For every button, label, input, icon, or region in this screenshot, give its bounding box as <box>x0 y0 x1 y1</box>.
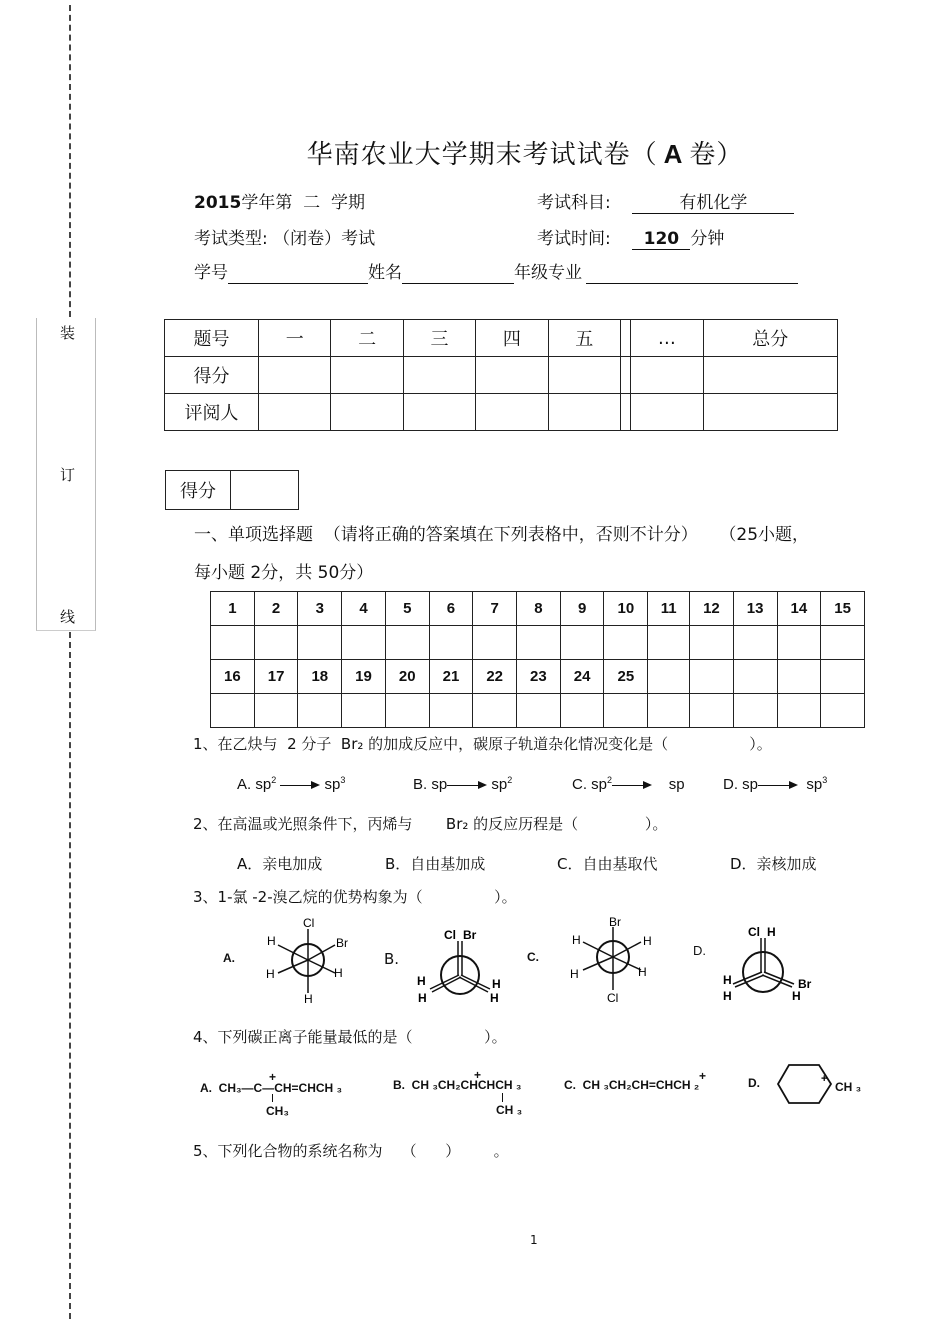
q3-label-a: A. <box>223 951 235 965</box>
score-row-score: 得分 <box>165 357 838 394</box>
arrow-icon <box>280 781 320 789</box>
q4-option-a-plus: + <box>269 1070 277 1084</box>
q3-label-d: D. <box>693 943 706 958</box>
section1-heading: 一、单项选择题 （请将正确的答案填在下列表格中，否则不计分） （25小题， <box>194 525 810 545</box>
page-title: 华南农业大学期末考试试卷（ A 卷） <box>306 139 744 170</box>
q1-option-b: B. sp $sp^2$ <box>413 775 513 793</box>
question-1: 1、在乙炔与 2 分子 Br₂ 的加成反应中，碳原子轨道杂化情况变化是（ ）。 <box>193 735 772 753</box>
svg-text:Br: Br <box>798 977 812 991</box>
svg-text:H: H <box>266 967 275 981</box>
cyclohexane-ring <box>775 1062 835 1107</box>
q3-label-b: B. <box>384 950 400 968</box>
svg-text:H: H <box>638 965 647 979</box>
score-table <box>164 319 838 431</box>
q4-option-b: B. CH ₃CH₂CHCHCH ₃ <box>393 1078 522 1092</box>
score-header-row: 题号 一 二 三 四 五 … 总分 <box>165 320 838 357</box>
svg-text:H: H <box>572 933 581 947</box>
q1-option-d: D. sp $sp^3$ <box>723 775 828 793</box>
year-term: 2015学年第 二 学期 <box>194 193 365 213</box>
q1-option-c: C. $sp^2$ sp <box>572 775 685 793</box>
q4-option-d: D. <box>748 1076 760 1090</box>
q4-option-d-methyl: CH ₃ <box>835 1080 862 1094</box>
question-5: 5、下列化合物的系统名称为 （ ） 。 <box>193 1142 509 1160</box>
q2-option-c: C．自由基取代 <box>557 855 658 873</box>
answer-header-row-1: 1 2 3 4 5 6 7 8 9 10 11 12 13 14 15 <box>211 592 865 626</box>
svg-text:+: + <box>821 1073 828 1085</box>
svg-text:H: H <box>304 992 313 1005</box>
svg-text:H: H <box>492 977 501 991</box>
q2-option-a: A．亲电加成 <box>237 855 323 873</box>
svg-text:H: H <box>643 934 652 948</box>
svg-text:H: H <box>334 966 343 980</box>
exam-type: 考试类型: （闭卷）考试 <box>194 229 376 249</box>
q2-option-b: B．自由基加成 <box>385 855 486 873</box>
name-field[interactable] <box>402 263 514 284</box>
q2-option-d: D．亲核加成 <box>730 855 817 873</box>
q4-option-c: C. CH ₃CH₂CH=CHCH ₂ <box>564 1078 700 1092</box>
binding-line-bottom <box>69 632 71 1319</box>
svg-text:Cl: Cl <box>303 916 315 930</box>
student-info: 学号 姓名 年级专业 <box>194 258 798 284</box>
svg-text:H: H <box>723 973 732 987</box>
svg-text:Br: Br <box>463 928 477 942</box>
svg-text:H: H <box>267 934 276 948</box>
binding-char-zhuang: 装 <box>60 324 76 342</box>
svg-text:H: H <box>490 991 499 1005</box>
q4-option-b-branch <box>502 1093 504 1102</box>
q4-option-a-branch <box>272 1094 274 1102</box>
newman-projection-b <box>412 925 507 1010</box>
svg-text:H: H <box>418 991 427 1005</box>
answer-row-1 <box>211 626 865 660</box>
svg-text:Cl: Cl <box>444 928 456 942</box>
q1-option-a: A. $sp^2$ $sp^3$ <box>237 775 346 793</box>
section1-heading-2: 每小题 2分，共 50分） <box>194 563 374 583</box>
arrow-icon <box>758 781 798 789</box>
arrow-icon <box>612 781 652 789</box>
svg-text:H: H <box>570 967 579 981</box>
question-3: 3、1-氯 -2-溴乙烷的优势构象为（ ）。 <box>193 888 517 906</box>
exam-time: 考试时间: 120 分钟 <box>537 229 725 249</box>
q3-label-c: C. <box>527 950 539 964</box>
svg-text:Cl: Cl <box>607 991 619 1005</box>
svg-text:H: H <box>767 925 776 939</box>
binding-char-ding: 订 <box>60 466 76 484</box>
student-id-field[interactable] <box>228 263 368 284</box>
q4-option-b-plus: + <box>474 1068 482 1082</box>
q4-option-b-sub: CH ₃ <box>496 1103 523 1117</box>
newman-projection-d <box>718 920 818 1010</box>
svg-text:Br: Br <box>336 936 348 950</box>
section-score-box: 得分 <box>165 470 299 510</box>
newman-projection-a <box>260 915 355 1005</box>
svg-text:Br: Br <box>609 915 621 929</box>
svg-text:H: H <box>417 974 426 988</box>
answer-header-row-2: 16 17 18 19 20 21 22 23 24 25 <box>211 660 865 694</box>
subject: 考试科目: 有机化学 <box>537 188 794 214</box>
svg-text:H: H <box>723 989 732 1003</box>
arrow-icon <box>447 781 487 789</box>
binding-char-xian: 线 <box>60 608 76 626</box>
page-number: 1 <box>530 1233 538 1247</box>
question-2: 2、在高温或光照条件下，丙烯与 Br₂ 的反应历程是（ ）。 <box>193 815 668 833</box>
q4-option-a: A. CH₃—C—CH=CHCH ₃ <box>200 1081 343 1095</box>
question-4: 4、下列碳正离子能量最低的是（ ）。 <box>193 1028 507 1046</box>
svg-text:H: H <box>792 989 801 1003</box>
q4-option-a-sub: CH₃ <box>266 1104 289 1118</box>
score-row-reviewer: 评阅人 <box>165 394 838 431</box>
answer-row-2 <box>211 694 865 728</box>
major-field[interactable] <box>586 263 798 284</box>
q4-option-c-plus: + <box>699 1069 707 1083</box>
answer-table <box>210 591 865 728</box>
svg-text:Cl: Cl <box>748 925 760 939</box>
newman-projection-c <box>565 912 660 1007</box>
